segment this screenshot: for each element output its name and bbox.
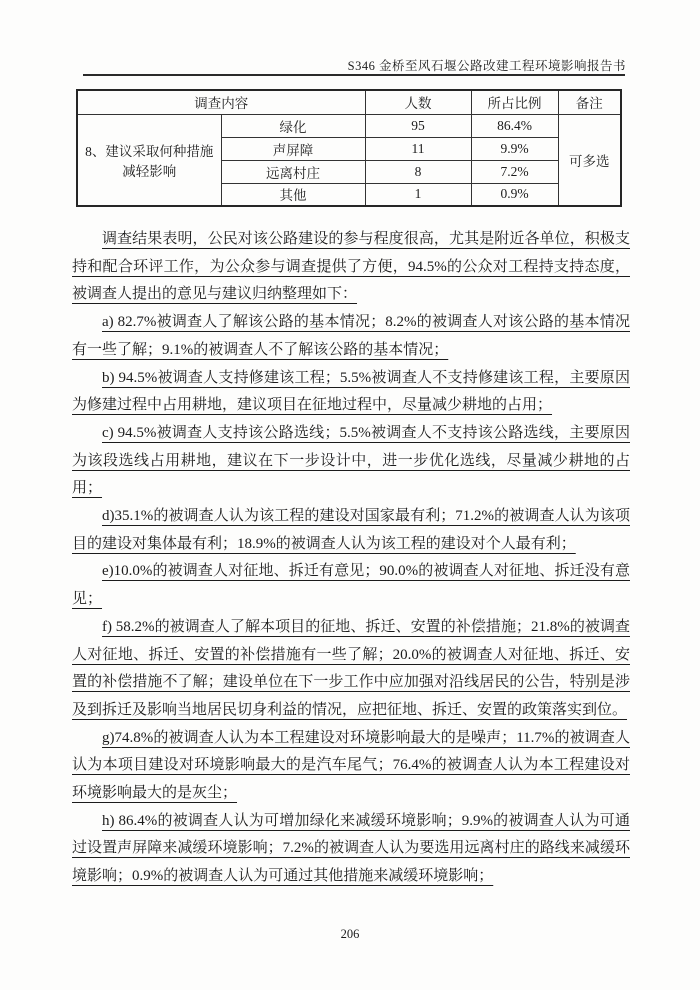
option-cell: 绿化 xyxy=(221,114,365,137)
paragraph-c: c) 94.5%被调查人支持该公路选线；5.5%被调查人不支持该公路选线，主要原因为该段选线占用耕地，建议在下一步设计中，进一步优化选线，尽量减少耕地的占用； xyxy=(72,424,630,497)
survey-results-table xyxy=(76,89,622,207)
count-cell: 1 xyxy=(365,183,471,206)
paragraph-a: a) 82.7%被调查人了解该公路的基本情况；8.2%的被调查人对该公路的基本情况有一些了解；9.1%的被调查人不了解该公路的基本情况； xyxy=(72,314,630,358)
option-cell: 远离村庄 xyxy=(221,160,365,183)
percent-cell: 0.9% xyxy=(471,183,558,206)
paragraph-intro: 调查结果表明，公民对该公路建设的参与程度很高，尤其是附近各单位，积极支持和配合环评工作，为公众参与调查提供了方便，94.5%的公众对工程持支持态度，被调查人提出的意见与建议归纳整理如下： xyxy=(72,231,630,303)
col-header-percent: 所占比例 xyxy=(471,90,558,114)
col-header-survey-content: 调查内容 xyxy=(77,90,365,114)
paragraph-d: d)35.1%的被调查人认为该工程的建设对国家最有利；71.2%的被调查人认为该项目的建设对集体最有利；18.9%的被调查人认为该工程的建设对个人最有利； xyxy=(72,508,630,552)
table-row xyxy=(77,114,621,137)
percent-cell: 86.4% xyxy=(471,114,558,137)
page-number: 206 xyxy=(340,927,360,941)
option-cell: 声屏障 xyxy=(221,137,365,160)
col-header-remark: 备注 xyxy=(558,90,621,114)
count-cell: 95 xyxy=(365,114,471,137)
count-cell: 11 xyxy=(365,137,471,160)
paragraph-b: b) 94.5%被调查人支持修建该工程；5.5%被调查人不支持修建该工程，主要原因为修建过程中占用耕地，建议项目在征地过程中，尽量减少耕地的占用； xyxy=(72,369,630,414)
option-cell: 其他 xyxy=(221,183,365,206)
percent-cell: 9.9% xyxy=(471,137,558,160)
count-cell: 8 xyxy=(365,160,471,183)
row-group-label: 8、建议采取何种措施减轻影响 xyxy=(77,114,221,206)
report-header-title: S346 金桥至风石堰公路改建工程环境影响报告书 xyxy=(347,59,626,73)
header-divider xyxy=(83,74,625,76)
paragraph-f: f) 58.2%的被调查人了解本项目的征地、拆迁、安置的补偿措施；21.8%的被调查人对征地、拆迁、安置的补偿措施有一些了解；20.0%的被调查人对征地、拆迁、安置的补偿措施不了解；建设单位在下一步工作中应加强对沿线居民的公告，特别是涉及到拆迁及影响当地居民切身利益的情况，应把征地、拆迁、安置的政策落实到位。 xyxy=(72,618,630,718)
percent-cell: 7.2% xyxy=(471,160,558,183)
table-header-row xyxy=(77,90,621,114)
paragraph-e: e)10.0%的被调查人对征地、拆迁有意见；90.0%的被调查人对征地、拆迁没有意见； xyxy=(72,563,630,608)
remark-cell: 可多选 xyxy=(558,114,621,206)
paragraph-g: g)74.8%的被调查人认为本工程建设对环境影响最大的是噪声；11.7%的被调查人认为本项目建设对环境影响最大的是汽车尾气；76.4%的被调查人认为本工程建设对环境影响最大的是灰尘； xyxy=(72,729,630,802)
col-header-count: 人数 xyxy=(365,90,471,114)
body-text xyxy=(72,226,630,891)
paragraph-h: h) 86.4%的被调查人认为可增加绿化来减缓环境影响；9.9%的被调查人认为可通过设置声屏障来减缓环境影响；7.2%的被调查人认为要选用远离村庄的路线来减缓环境影响；0.9%的被调查人认为可通过其他措施来减缓环境影响； xyxy=(72,812,630,885)
